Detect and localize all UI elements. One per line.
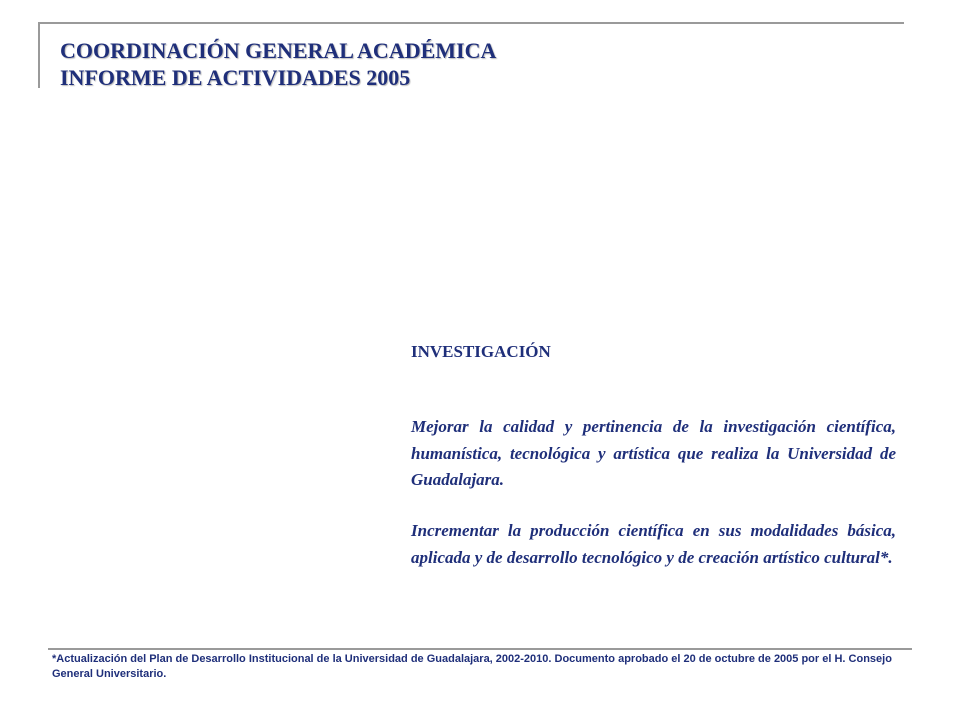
top-divider <box>38 22 904 24</box>
left-divider <box>38 22 40 88</box>
objective-paragraph-1: Mejorar la calidad y pertinencia de la investigación científica, humanística, tecnológica y artística que realiza la Universidad de Guadalajara. <box>411 417 896 489</box>
objective-paragraph-2: Incrementar la producción científica en sus modalidades básica, aplicada y de desarrollo tecnológico y de creación artístico cultural*. <box>411 521 896 567</box>
header-line-1: COORDINACIÓN GENERAL ACADÉMICA <box>60 38 497 63</box>
section-title: INVESTIGACIÓN <box>411 342 551 361</box>
footnote: *Actualización del Plan de Desarrollo Institucional de la Universidad de Guadalajara, 2002-2010. Documento aprobado el 20 de octubre de 2005 por el H. Consejo General Universitario. <box>52 653 892 680</box>
header-line-2: INFORME DE ACTIVIDADES 2005 <box>60 65 411 90</box>
footer-divider <box>48 648 912 650</box>
slide-header <box>60 37 496 91</box>
